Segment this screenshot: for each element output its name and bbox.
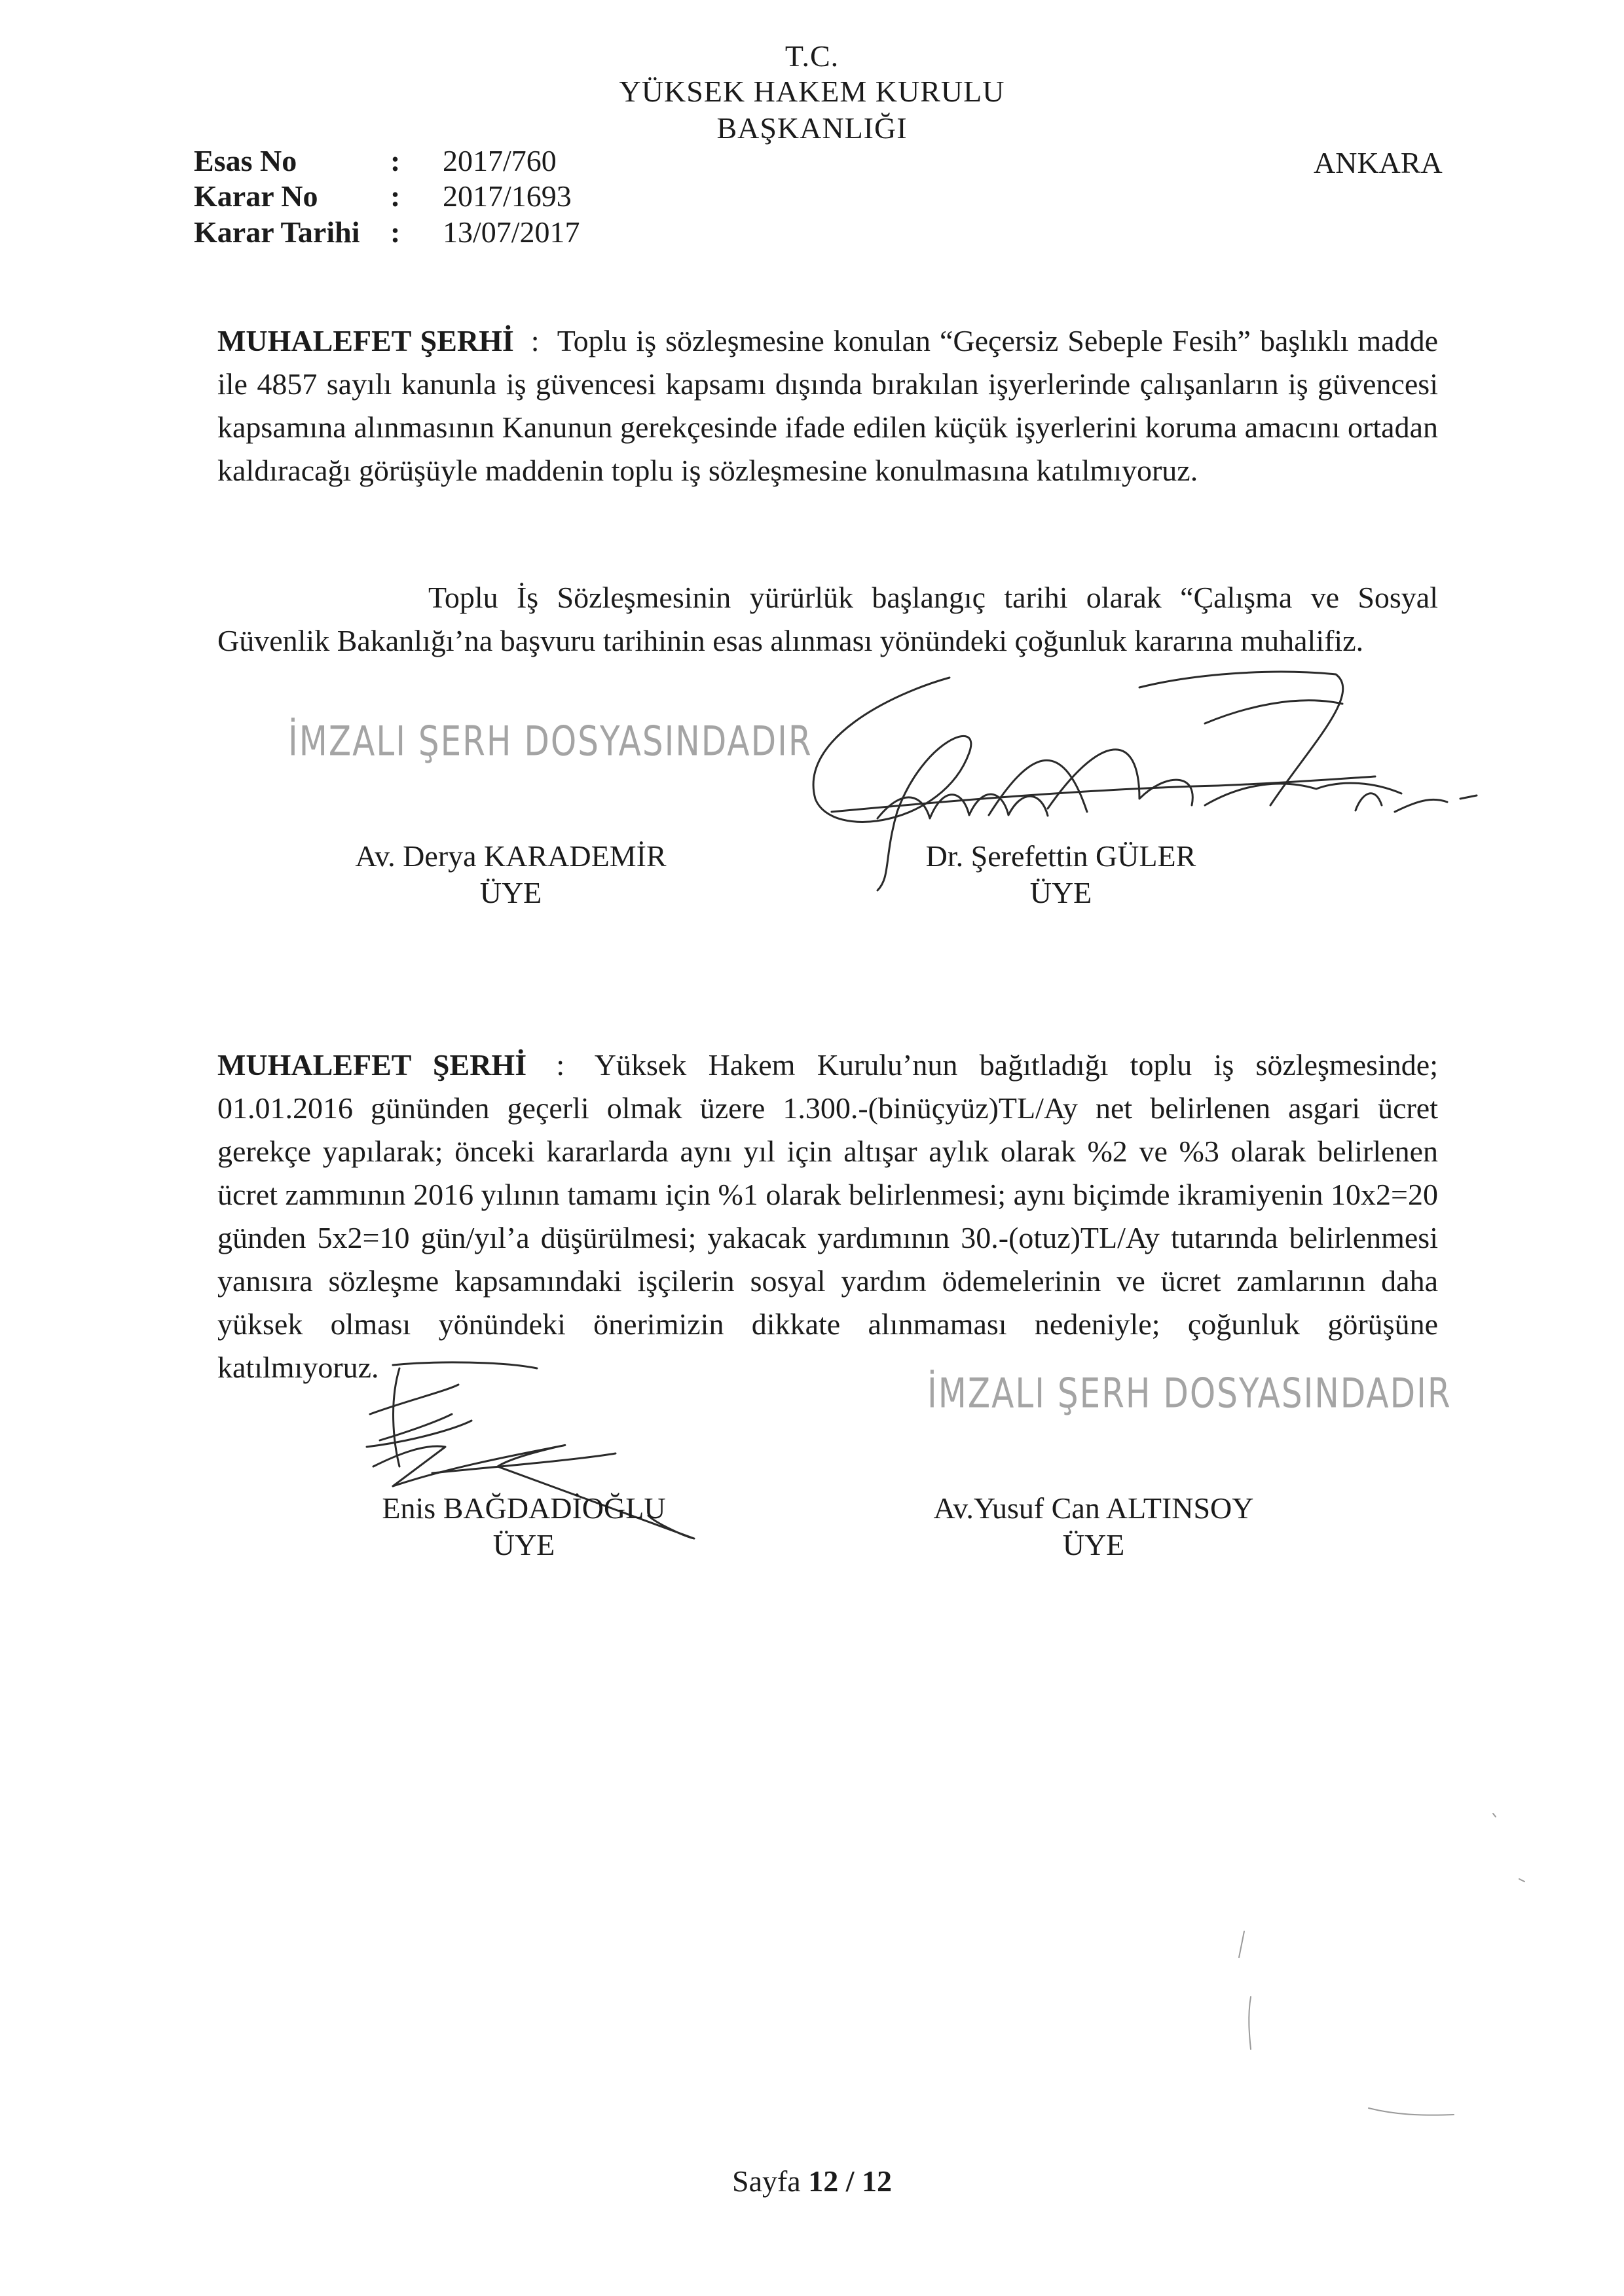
dissent-1-colon: : xyxy=(530,324,540,357)
page-count: 12 / 12 xyxy=(808,2164,893,2198)
dissent-1-body: Toplu iş sözleşmesine konulan “Geçersiz Sebeple Fesih” başlıklı madde ile 4857 sayılı kanunla iş güvencesi kapsamı dışında bırakılan işyerlerinde çalışanların iş güvencesi kapsamına alınmasının Kanunun gerekçesinde ifade edilen küçük işyerlerini koruma amacını ortadan kaldıracağı görüşüyle maddenin toplu iş sözleşmesine konulmasına katılmıyoruz. xyxy=(217,324,1439,487)
header-institution: YÜKSEK HAKEM KURULU xyxy=(619,75,1005,108)
header-presidency: BAŞKANLIĞI xyxy=(716,111,908,145)
place-ankara: ANKARA xyxy=(1314,146,1443,179)
meta-value: 2017/760 xyxy=(443,144,557,177)
page-prefix: Sayfa xyxy=(731,2164,801,2198)
dissent-1-heading: MUHALEFET ŞERHİ xyxy=(217,324,514,357)
dissent-1-paragraph-2: Toplu İş Sözleşmesinin yürürlük başlangıç tarihi olarak “Çalışma ve Sosyal Güvenlik Bakanlığı’na başvuru tarihinin esas alınması yönündeki çoğunluk kararına muhalifiz. xyxy=(217,581,1438,657)
signer-guler-role: ÜYE xyxy=(1029,876,1092,909)
meta-label: Karar Tarihi xyxy=(194,215,360,249)
dissent-2-heading: MUHALEFET ŞERHİ xyxy=(217,1048,527,1082)
header-tc: T.C. xyxy=(784,39,840,73)
meta-value: 13/07/2017 xyxy=(443,215,580,249)
dissent-2-colon: : xyxy=(556,1048,565,1082)
scan-specks xyxy=(1231,1800,1532,2141)
signed-on-file-stamp: İMZALI ŞERH DOSYASINDADIR xyxy=(927,1370,1452,1417)
signer-altinsoy-name: Av.Yusuf Can ALTINSOY xyxy=(933,1491,1254,1525)
meta-separator: : xyxy=(390,144,401,177)
meta-separator: : xyxy=(390,179,401,213)
dissent-2-paragraph xyxy=(217,1044,1438,1389)
signer-bagdadioglu-name: Enis BAĞDADİOĞLU xyxy=(382,1491,666,1525)
signed-on-file-stamp: İMZALI ŞERH DOSYASINDADIR xyxy=(288,718,813,765)
signer-altinsoy-role: ÜYE xyxy=(1062,1528,1125,1561)
meta-label: Karar No xyxy=(194,179,318,213)
signer-bagdadioglu-role: ÜYE xyxy=(492,1528,555,1561)
meta-value: 2017/1693 xyxy=(443,179,572,213)
dissent-2-body: Yüksek Hakem Kurulu’nun bağıtladığı toplu iş sözleşmesinde; 01.01.2016 gününden geçerli olmak üzere 1.300.-(binüçyüz)TL/Ay net belirlenen asgari ücret gerekçe yapılarak; önceki kararlarda aynı yıl için altışar aylık olarak %2 ve %3 olarak belirlenen ücret zammının 2016 yılının tamamı için %1 olarak belirlenmesi; aynı biçimde ikramiyenin 10x2=20 günden 5x2=10 gün/yıl’a düşürülmesi; yakacak yardımının 30.-(otuz)TL/Ay tutarında belirlenmesi yanısıra sözleşme kapsamındaki işçilerin sosyal yardım ödemelerinin ve ücret zamlarının daha yüksek olması yönündeki önerimizin dikkate alınmaması nedeniyle; çoğunluk görüşüne katılmıyoruz. xyxy=(217,1048,1439,1384)
meta-label: Esas No xyxy=(194,144,297,177)
dissent-1-paragraph xyxy=(217,319,1438,492)
signer-guler-name: Dr. Şerefettin GÜLER xyxy=(925,839,1196,873)
page-number xyxy=(0,2164,1624,2198)
signer-karademir-role: ÜYE xyxy=(479,876,542,909)
signer-karademir-name: Av. Derya KARADEMİR xyxy=(355,839,667,873)
meta-separator: : xyxy=(390,215,401,249)
